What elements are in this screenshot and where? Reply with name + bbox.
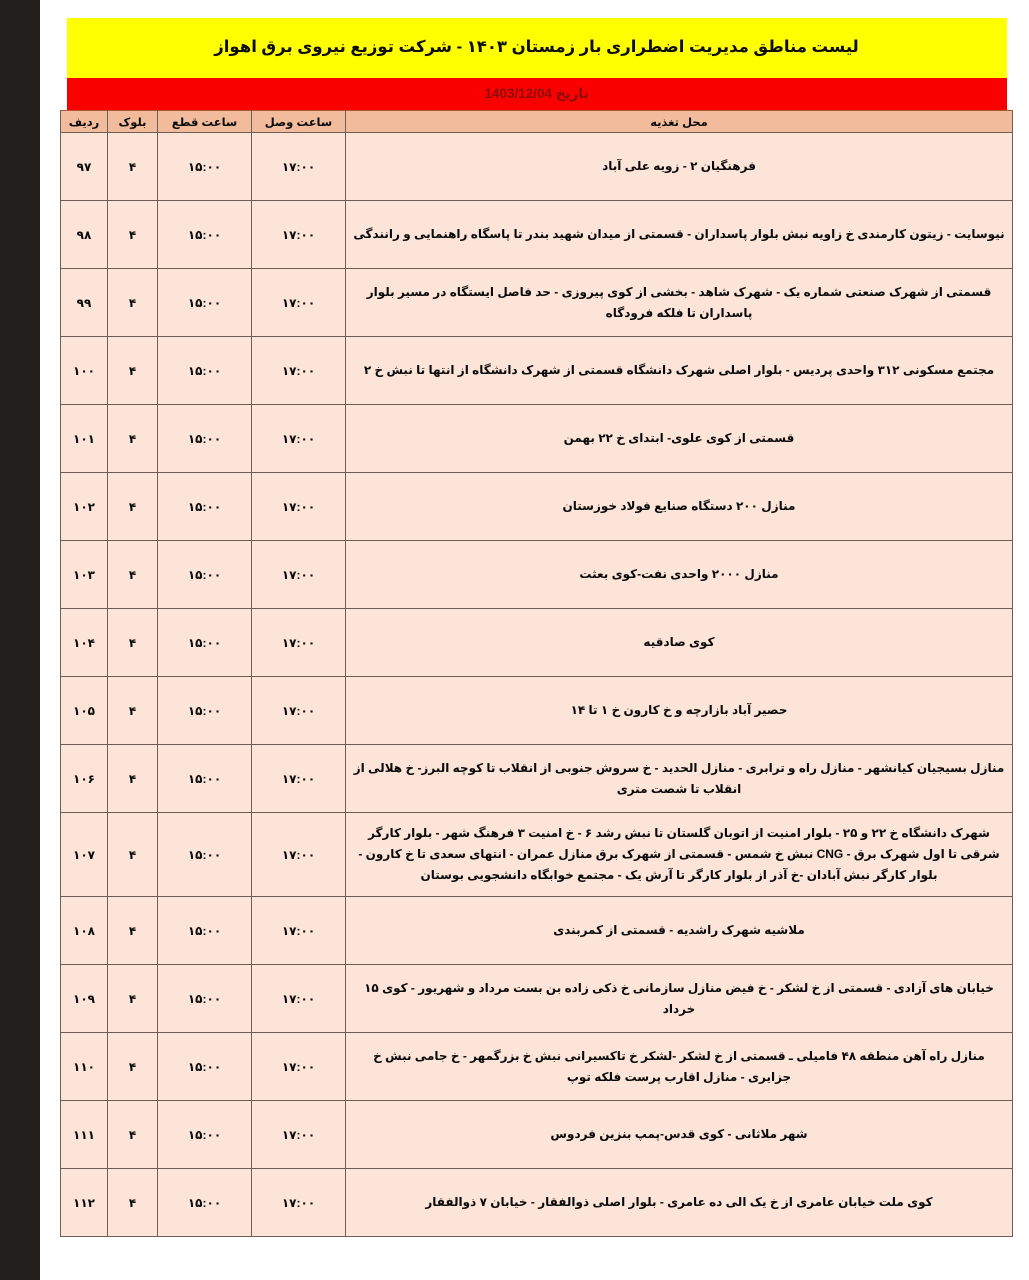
cell-row-no: ۱۰۶ [61, 745, 108, 813]
cell-block: ۴ [108, 473, 158, 541]
cell-row-no: ۱۰۰ [61, 337, 108, 405]
cell-row-no: ۱۰۷ [61, 813, 108, 897]
column-header-row-no: ردیف [61, 111, 108, 133]
cell-feed: قسمتی از کوی علوی- ابتدای خ ۲۲ بهمن [346, 405, 1013, 473]
cell-block: ۴ [108, 1033, 158, 1101]
cell-time-on: ۱۷:۰۰ [252, 473, 346, 541]
cell-time-off: ۱۵:۰۰ [158, 1101, 252, 1169]
table-header [61, 111, 1013, 133]
table-row [61, 813, 1013, 897]
cell-time-on: ۱۷:۰۰ [252, 965, 346, 1033]
cell-time-on: ۱۷:۰۰ [252, 745, 346, 813]
cell-time-on: ۱۷:۰۰ [252, 541, 346, 609]
cell-row-no: ۱۰۵ [61, 677, 108, 745]
cell-time-on: ۱۷:۰۰ [252, 269, 346, 337]
cell-block: ۴ [108, 133, 158, 201]
cell-time-on: ۱۷:۰۰ [252, 1101, 346, 1169]
column-header-block: بلوک [108, 111, 158, 133]
table-row [61, 609, 1013, 677]
cell-time-on: ۱۷:۰۰ [252, 897, 346, 965]
table-row [61, 337, 1013, 405]
cell-feed: منازل ۲۰۰ دستگاه صنایع فولاد خوزستان [346, 473, 1013, 541]
cell-row-no: ۱۰۱ [61, 405, 108, 473]
cell-feed: کوی ملت خیابان عامری از خ یک الی ده عامری - بلوار اصلی ذوالفقار - خیابان ۷ ذوالفقار [346, 1169, 1013, 1237]
cell-feed: منازل راه آهن منطقه ۴۸ فامیلی ـ قسمتی از خ لشکر -لشکر خ تاکسیرانی نبش خ بزرگمهر - خ جامی نبش خ جزایری - منازل اقارب پرست فلکه توپ [346, 1033, 1013, 1101]
cell-row-no: ۱۱۱ [61, 1101, 108, 1169]
cell-time-on: ۱۷:۰۰ [252, 133, 346, 201]
cell-row-no: ۹۹ [61, 269, 108, 337]
page-title: لیست مناطق مدیریت اضطراری بار زمستان ۱۴۰۳ - شرکت توزیع نیروی برق اهواز [214, 38, 859, 57]
table-row [61, 541, 1013, 609]
column-header-time-off: ساعت قطع [158, 111, 252, 133]
cell-block: ۴ [108, 337, 158, 405]
cell-time-off: ۱۵:۰۰ [158, 269, 252, 337]
cell-row-no: ۱۰۴ [61, 609, 108, 677]
table-row [61, 1101, 1013, 1169]
cell-time-off: ۱۵:۰۰ [158, 1033, 252, 1101]
cell-block: ۴ [108, 201, 158, 269]
outage-schedule-table [60, 110, 1013, 1237]
cell-time-on: ۱۷:۰۰ [252, 405, 346, 473]
table-body [61, 133, 1013, 1237]
cell-time-off: ۱۵:۰۰ [158, 201, 252, 269]
column-header-time-on: ساعت وصل [252, 111, 346, 133]
cell-block: ۴ [108, 813, 158, 897]
cell-time-off: ۱۵:۰۰ [158, 1169, 252, 1237]
cell-time-on: ۱۷:۰۰ [252, 1033, 346, 1101]
column-header-feed: محل تغذیه [346, 111, 1013, 133]
table-row [61, 405, 1013, 473]
cell-time-off: ۱۵:۰۰ [158, 897, 252, 965]
table-row [61, 133, 1013, 201]
cell-time-on: ۱۷:۰۰ [252, 677, 346, 745]
cell-time-off: ۱۵:۰۰ [158, 337, 252, 405]
table-row [61, 269, 1013, 337]
cell-block: ۴ [108, 609, 158, 677]
cell-row-no: ۱۱۰ [61, 1033, 108, 1101]
cell-block: ۴ [108, 745, 158, 813]
cell-row-no: ۹۷ [61, 133, 108, 201]
cell-feed: حصیر آباد بازارچه و خ کارون خ ۱ تا ۱۴ [346, 677, 1013, 745]
cell-block: ۴ [108, 541, 158, 609]
cell-row-no: ۹۸ [61, 201, 108, 269]
cell-feed: شهرک دانشگاه خ ۲۲ و ۲۵ - بلوار امنیت از اتوبان گلستان تا نبش رشد ۶ - خ امنیت ۳ فرهنگ شهر - بلوار کارگر شرقی تا اول شهرک برق - CNG نبش خ شمس - قسمتی از شهرک برق منازل عمران - انتهای سعدی تا خ کارون - بلوار کارگر نبش آبادان -خ آذر از بلوار کارگر تا آرش یک - مجتمع خوابگاه دانشجویی بوستان [346, 813, 1013, 897]
cell-time-off: ۱۵:۰۰ [158, 965, 252, 1033]
cell-block: ۴ [108, 1169, 158, 1237]
cell-feed: کوی صادقیه [346, 609, 1013, 677]
cell-time-on: ۱۷:۰۰ [252, 201, 346, 269]
cell-block: ۴ [108, 1101, 158, 1169]
table-row [61, 965, 1013, 1033]
left-gutter-strip [0, 0, 40, 1280]
cell-block: ۴ [108, 269, 158, 337]
cell-row-no: ۱۰۹ [61, 965, 108, 1033]
cell-time-off: ۱۵:۰۰ [158, 133, 252, 201]
cell-time-off: ۱۵:۰۰ [158, 745, 252, 813]
cell-time-off: ۱۵:۰۰ [158, 609, 252, 677]
cell-feed: شهر ملاثانی - کوی قدس-پمپ بنزین فردوس [346, 1101, 1013, 1169]
cell-time-off: ۱۵:۰۰ [158, 405, 252, 473]
cell-row-no: ۱۱۲ [61, 1169, 108, 1237]
table-row [61, 745, 1013, 813]
date-banner [67, 78, 1007, 110]
cell-feed: قسمتی از شهرک صنعتی شماره یک - شهرک شاهد - بخشی از کوی پیروزی - حد فاصل ایستگاه در مسیر بلوار پاسداران تا فلکه فرودگاه [346, 269, 1013, 337]
cell-block: ۴ [108, 405, 158, 473]
cell-feed: منازل ۲۰۰۰ واحدی نفت-کوی بعثت [346, 541, 1013, 609]
table-row [61, 677, 1013, 745]
cell-row-no: ۱۰۳ [61, 541, 108, 609]
cell-time-on: ۱۷:۰۰ [252, 337, 346, 405]
cell-feed: ملاشیه شهرک راشدیه - قسمتی از کمربندی [346, 897, 1013, 965]
cell-time-off: ۱۵:۰۰ [158, 677, 252, 745]
cell-block: ۴ [108, 965, 158, 1033]
cell-time-off: ۱۵:۰۰ [158, 473, 252, 541]
title-banner [67, 18, 1007, 78]
cell-time-on: ۱۷:۰۰ [252, 609, 346, 677]
table-row [61, 201, 1013, 269]
table-row [61, 1169, 1013, 1237]
cell-row-no: ۱۰۲ [61, 473, 108, 541]
cell-time-off: ۱۵:۰۰ [158, 813, 252, 897]
cell-feed: فرهنگیان ۲ - زویه علی آباد [346, 133, 1013, 201]
cell-feed: خیابان های آزادی - قسمتی از خ لشکر - خ فیض منازل سازمانی خ ذکی زاده بن بست مرداد و شهریور - کوی ۱۵ خرداد [346, 965, 1013, 1033]
table-row [61, 473, 1013, 541]
cell-feed: نیوسایت - زیتون کارمندی خ زاویه نبش بلوار پاسداران - قسمتی از میدان شهید بندر تا پاسگاه راهنمایی و رانندگی [346, 201, 1013, 269]
cell-feed: مجتمع مسکونی ۳۱۲ واحدی پردیس - بلوار اصلی شهرک دانشگاه قسمتی از شهرک دانشگاه از انتها تا نبش خ ۲ [346, 337, 1013, 405]
table-row [61, 1033, 1013, 1101]
cell-block: ۴ [108, 677, 158, 745]
cell-time-on: ۱۷:۰۰ [252, 1169, 346, 1237]
cell-time-on: ۱۷:۰۰ [252, 813, 346, 897]
cell-feed: منازل بسیجیان کیانشهر - منازل راه و ترابری - منازل الحدید - خ سروش جنوبی از انقلاب تا کوچه البرز- خ هلالی از انقلاب تا شصت متری [346, 745, 1013, 813]
cell-time-off: ۱۵:۰۰ [158, 541, 252, 609]
cell-row-no: ۱۰۸ [61, 897, 108, 965]
table-header-row [61, 111, 1013, 133]
cell-block: ۴ [108, 897, 158, 965]
document-page [40, 0, 1029, 1280]
date-label: تاریخ 1403/12/04 [484, 86, 589, 101]
table-row [61, 897, 1013, 965]
